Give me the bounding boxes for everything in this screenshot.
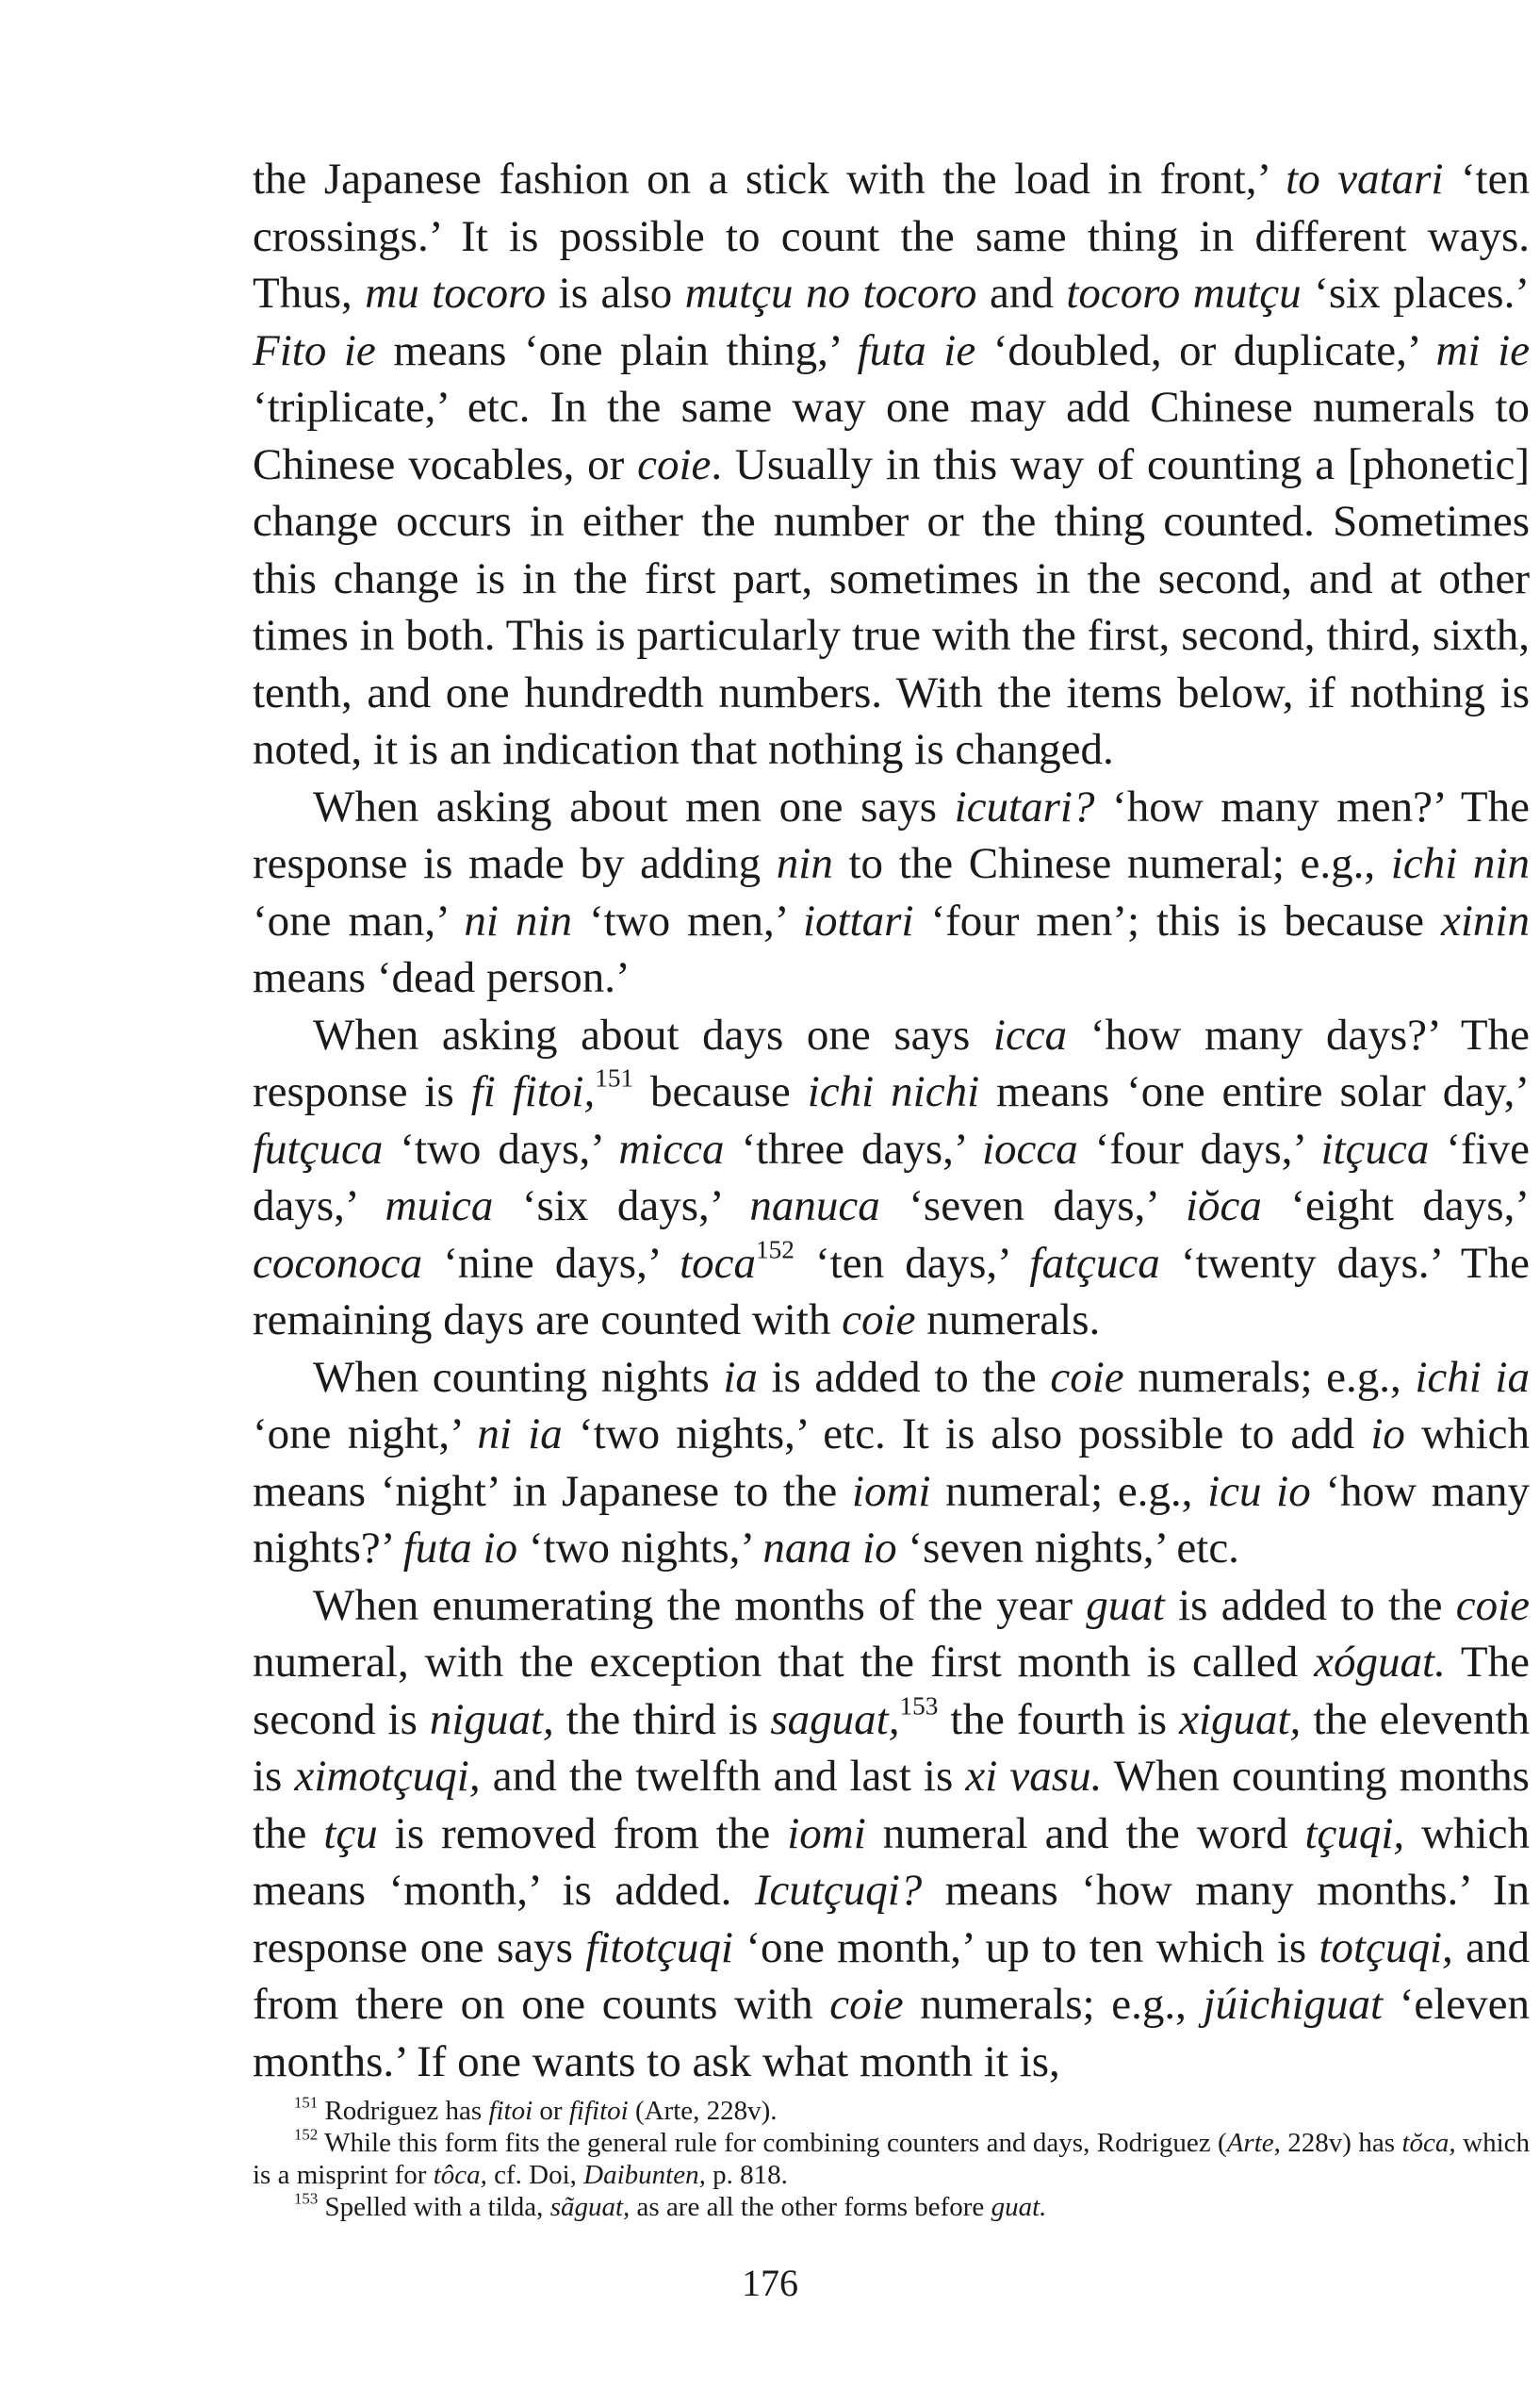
text-run: ‘nine days,’: [422, 1238, 680, 1288]
italic-term: muica: [385, 1181, 494, 1230]
italic-term: guat.: [991, 2192, 1047, 2222]
text-run: The second is: [253, 1638, 1530, 1744]
text-run: When counting nights: [313, 1352, 724, 1402]
text-run: ‘one man,’: [253, 896, 465, 946]
text-run: is added to the: [1164, 1580, 1456, 1630]
italic-term: saguat,: [770, 1694, 900, 1744]
text-run: numerals; e.g.,: [1123, 1352, 1416, 1402]
text-run: the fourth is: [938, 1694, 1180, 1744]
text-run: p. 818.: [705, 2160, 788, 2190]
italic-term: iŏca: [1185, 1181, 1262, 1230]
text-run: 228v) has: [1280, 2128, 1402, 2158]
italic-term: Icutçuqi?: [754, 1866, 923, 1915]
text-run: Spelled with a tilda,: [318, 2192, 550, 2222]
text-run: ‘doubled, or duplicate,’: [975, 325, 1436, 375]
footnote-ref: 153: [294, 2189, 319, 2208]
text-run: which is a misprint for: [253, 2128, 1530, 2190]
footnote-ref: 153: [899, 1691, 939, 1721]
footnote: [253, 2191, 1530, 2223]
text-run: ‘two nights,’ etc. It is also possible to add: [562, 1409, 1371, 1458]
footnote-ref: 151: [595, 1063, 634, 1093]
footnotes: [253, 2095, 1530, 2223]
page-number: 176: [742, 2262, 798, 2304]
italic-term: xiguat,: [1179, 1694, 1302, 1744]
text-run: ‘five days,’: [253, 1124, 1530, 1230]
text-run: When enumerating the months of the year: [313, 1580, 1087, 1630]
footnote: [253, 2127, 1530, 2191]
text-run: ‘three days,’: [724, 1124, 982, 1174]
body-text: [253, 151, 1530, 2090]
italic-term: niguat,: [429, 1694, 554, 1744]
text-run: Rodriguez has: [318, 2096, 489, 2126]
italic-term: ia: [723, 1352, 758, 1402]
italic-term: futa ie: [857, 325, 976, 375]
text-run: means ‘one entire solar day,’: [979, 1067, 1530, 1116]
text-run: ‘two days,’: [383, 1124, 619, 1174]
footnote-ref: 152: [294, 2125, 319, 2144]
italic-term: fitoi: [488, 2096, 533, 2126]
footnote-ref: 151: [294, 2093, 319, 2112]
italic-term: coie: [637, 439, 712, 489]
text-run: While this form fits the general rule for combining counters and days, Rodriguez (: [318, 2128, 1227, 2158]
paragraph: [253, 1007, 1530, 1349]
text-run: ‘seven days,’: [879, 1181, 1186, 1230]
italic-term: itçuca: [1320, 1124, 1430, 1174]
italic-term: ni nin: [464, 896, 572, 946]
text-run: When asking about men one says: [313, 782, 955, 832]
italic-term: tôca,: [433, 2160, 487, 2190]
paragraph: [253, 779, 1530, 1007]
text-run: to the Chinese numeral; e.g.,: [832, 839, 1391, 888]
italic-term: iomi: [787, 1808, 866, 1858]
italic-term: coie: [829, 1980, 904, 2029]
text-run: the eleventh is: [253, 1694, 1530, 1801]
italic-term: fi fitoi,: [470, 1067, 596, 1116]
italic-term: sãguat,: [549, 2192, 631, 2222]
text-run: and: [976, 269, 1067, 318]
italic-term: Fito ie: [253, 325, 376, 375]
paragraph: [253, 151, 1530, 779]
italic-term: nanuca: [749, 1181, 880, 1230]
text-run: the third is: [553, 1694, 771, 1744]
italic-term: futa io: [402, 1524, 518, 1573]
text-run: and the twelfth and last is: [480, 1752, 966, 1801]
italic-term: júichiguat: [1203, 1980, 1384, 2029]
text-run: ‘one month,’ up to ten which is: [732, 1922, 1319, 1972]
italic-term: coconoca: [253, 1238, 423, 1288]
paragraph: [253, 1349, 1530, 1577]
italic-term: icu io: [1207, 1466, 1311, 1516]
text-run: numeral and the word: [865, 1808, 1305, 1858]
text-run: When counting months the: [253, 1752, 1530, 1858]
text-run: means ‘how many months.’ In response one says: [253, 1866, 1530, 1972]
text-run: ‘how many men?’ The response is made by adding: [253, 782, 1530, 888]
italic-term: totçuqi,: [1319, 1922, 1453, 1972]
text-run: ‘ten days,’: [794, 1238, 1030, 1288]
italic-term: mu tocoro: [365, 269, 547, 318]
text-run: and from there on one counts with: [253, 1922, 1530, 2029]
text-run: ‘four men’; this is because: [913, 896, 1442, 946]
text-run: numeral; e.g.,: [930, 1466, 1208, 1516]
italic-term: to vatari: [1286, 155, 1444, 204]
italic-term: guat: [1086, 1580, 1165, 1630]
italic-term: ni ia: [477, 1409, 563, 1458]
italic-term: ichi nichi: [807, 1067, 980, 1116]
italic-term: tŏca,: [1401, 2128, 1456, 2158]
italic-term: ichi ia: [1415, 1352, 1530, 1402]
text-run: is removed from the: [377, 1808, 788, 1858]
text-run: ‘two men,’: [571, 896, 803, 946]
text-run: which means ‘month,’ is added.: [253, 1808, 1530, 1915]
text-run: means ‘dead person.’: [253, 953, 631, 1002]
text-run: ‘how many days?’ The response is: [253, 1010, 1530, 1116]
italic-term: tçuqi,: [1304, 1808, 1405, 1858]
text-run: which means ‘night’ in Japanese to the: [253, 1409, 1530, 1516]
text-run: or: [532, 2096, 569, 2126]
footnote: [253, 2095, 1530, 2127]
italic-term: fifitoi: [568, 2096, 629, 2126]
italic-term: futçuca: [253, 1124, 384, 1174]
italic-term: nana io: [762, 1524, 897, 1573]
italic-term: Arte,: [1226, 2128, 1281, 2158]
text-run: is added to the: [757, 1352, 1051, 1402]
italic-term: mutçu no tocoro: [684, 269, 977, 318]
text-run: ‘ten crossings.’ It is possible to count the same thing in different ways. Thus,: [253, 155, 1530, 318]
text-run: ‘eight days,’: [1261, 1181, 1530, 1230]
italic-term: mi ie: [1435, 325, 1530, 375]
italic-term: iottari: [802, 896, 914, 946]
italic-term: toca: [680, 1238, 757, 1288]
text-run: ‘how many nights?’: [253, 1466, 1530, 1573]
italic-term: io: [1370, 1409, 1405, 1458]
paragraph: [253, 1577, 1530, 2091]
italic-term: iomi: [851, 1466, 931, 1516]
italic-term: xi vasu.: [965, 1752, 1103, 1801]
italic-term: coie: [842, 1295, 916, 1344]
text-run: ‘four days,’: [1077, 1124, 1321, 1174]
italic-term: micca: [618, 1124, 725, 1174]
italic-term: tçu: [323, 1808, 378, 1858]
text-run: cf. Doi,: [486, 2160, 584, 2190]
text-run: When asking about days one says: [313, 1010, 993, 1060]
text-run: ‘six places.’: [1301, 269, 1530, 318]
italic-term: coie: [1050, 1352, 1124, 1402]
italic-term: ichi nin: [1390, 839, 1530, 888]
text-run: ‘seven nights,’ etc.: [896, 1524, 1239, 1573]
italic-term: fitotçuqi: [585, 1922, 733, 1972]
italic-term: tocoro mutçu: [1066, 269, 1302, 318]
text-run: is also: [546, 269, 685, 318]
text-run: ‘twenty days.’ The remaining days are counted with: [253, 1238, 1530, 1344]
italic-term: Daibunten,: [583, 2160, 706, 2190]
italic-term: icutari?: [954, 782, 1095, 832]
italic-term: nin: [776, 839, 833, 888]
italic-term: icca: [992, 1010, 1068, 1060]
italic-term: xóguat.: [1314, 1638, 1446, 1687]
text-run: numerals; e.g.,: [903, 1980, 1204, 2029]
text-run: numeral, with the exception that the first month is called: [253, 1638, 1315, 1687]
text-run: as are all the other forms before: [630, 2192, 991, 2222]
italic-term: ximotçuqi,: [294, 1752, 481, 1801]
text-run: numerals.: [915, 1295, 1101, 1344]
text-run: ‘six days,’: [493, 1181, 750, 1230]
italic-term: fatçuca: [1029, 1238, 1160, 1288]
text-run: ‘one night,’: [253, 1409, 478, 1458]
italic-term: coie: [1455, 1580, 1530, 1630]
text-run: ‘eleven months.’ If one wants to ask what month it is,: [253, 1980, 1530, 2086]
footnote-ref: 152: [756, 1235, 795, 1264]
text-run: because: [633, 1067, 808, 1116]
text-run: . Usually in this way of counting a [phonetic] change occurs in either the number or the thing counted. Sometimes this change is in the first part, sometimes in the second, and at other times in both. This is particularly true with the first, second, third, sixth, tenth, and one hundredth numbers. With the items below, if nothing is noted, it is an indication that nothing is changed.: [253, 439, 1530, 774]
text-run: the Japanese fashion on a stick with the load in front,’: [253, 155, 1286, 204]
text-run: (Arte, 228v).: [628, 2096, 778, 2126]
text-run: ‘two nights,’: [517, 1524, 763, 1573]
italic-term: xinin: [1441, 896, 1530, 946]
italic-term: iocca: [981, 1124, 1078, 1174]
text-run: means ‘one plain thing,’: [375, 325, 858, 375]
text-run: ‘triplicate,’ etc. In the same way one may add Chinese numerals to Chinese vocables, or: [253, 383, 1530, 489]
